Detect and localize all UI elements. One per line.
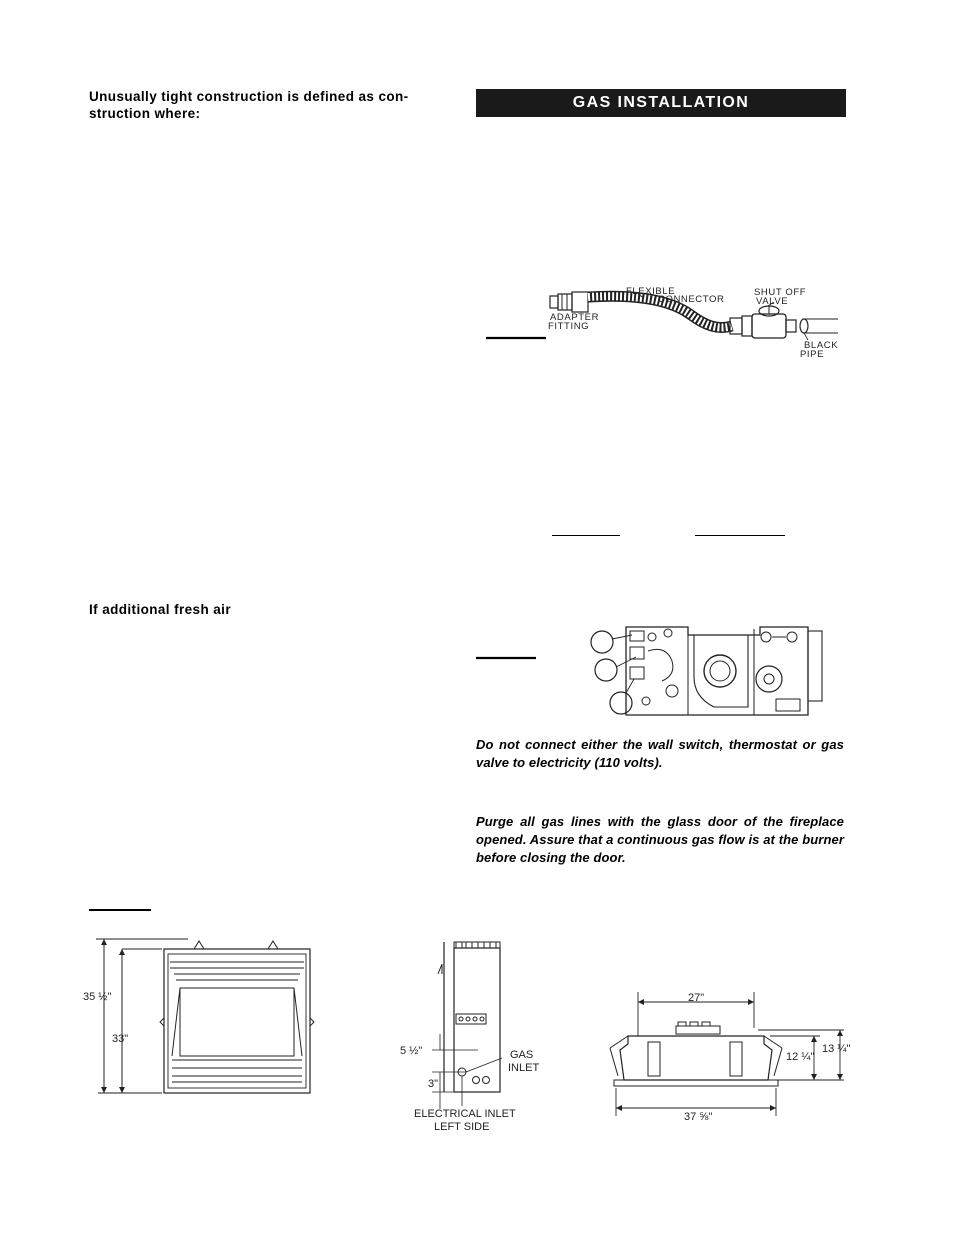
flexible-connector-diagram [486,280,846,362]
electrical-label-1: ELECTRICAL INLET [414,1108,516,1120]
side-offset-lower: 3" [428,1078,439,1090]
front-overall-height: 35 ½" [83,991,112,1003]
figure-caption-rule [89,909,151,911]
fresh-air-heading: If additional fresh air [89,602,231,617]
top-depth-label: 27" [688,992,705,1004]
underline-rule-1 [552,535,620,536]
gas-label-1: GAS [510,1049,534,1061]
electrical-label-2: LEFT SIDE [434,1121,490,1133]
top-width-label: 37 ⅝" [684,1111,713,1120]
label-black: BLACK [804,340,839,351]
gas-label-2: INLET [508,1062,540,1074]
callout-circle-1 [591,631,613,653]
callout-circle-3 [610,692,632,714]
front-view-diagram [82,930,322,1102]
warning-electricity: Do not connect either the wall switch, thermostat or gas valve to electricity (110 volts). [476,737,844,770]
tight-construction-heading: Unusually tight construction is defined as con-struction where: [89,89,409,121]
section-title-banner [476,89,846,117]
label-flexible: FLEXIBLE [626,286,676,297]
side-offset-upper: 5 ½" [400,1045,423,1057]
label-pipe: PIPE [800,349,825,360]
underline-rule-2 [695,535,785,536]
top-inner-height-label: 12 ¼" [786,1051,815,1063]
label-adapter: ADAPTER [550,312,600,323]
top-outer-height-label: 13 ¼" [822,1043,850,1055]
label-connector: CONNECTOR [658,294,725,305]
callout-circle-2 [595,659,617,681]
gas-valve-diagram [476,617,832,722]
label-valve: VALVE [756,296,789,307]
top-view-diagram [600,988,850,1120]
side-view-diagram [386,934,542,1136]
section-title: GAS INSTALLATION [572,94,750,111]
label-fitting: FITTING [548,321,590,332]
warning-purge: Purge all gas lines with the glass door of the fireplace opened. Assure that a continuous gas flow is at the burner before closing the door. [476,814,844,865]
label-shut-off: SHUT OFF [754,287,807,298]
front-inner-height: 33" [112,1033,129,1045]
